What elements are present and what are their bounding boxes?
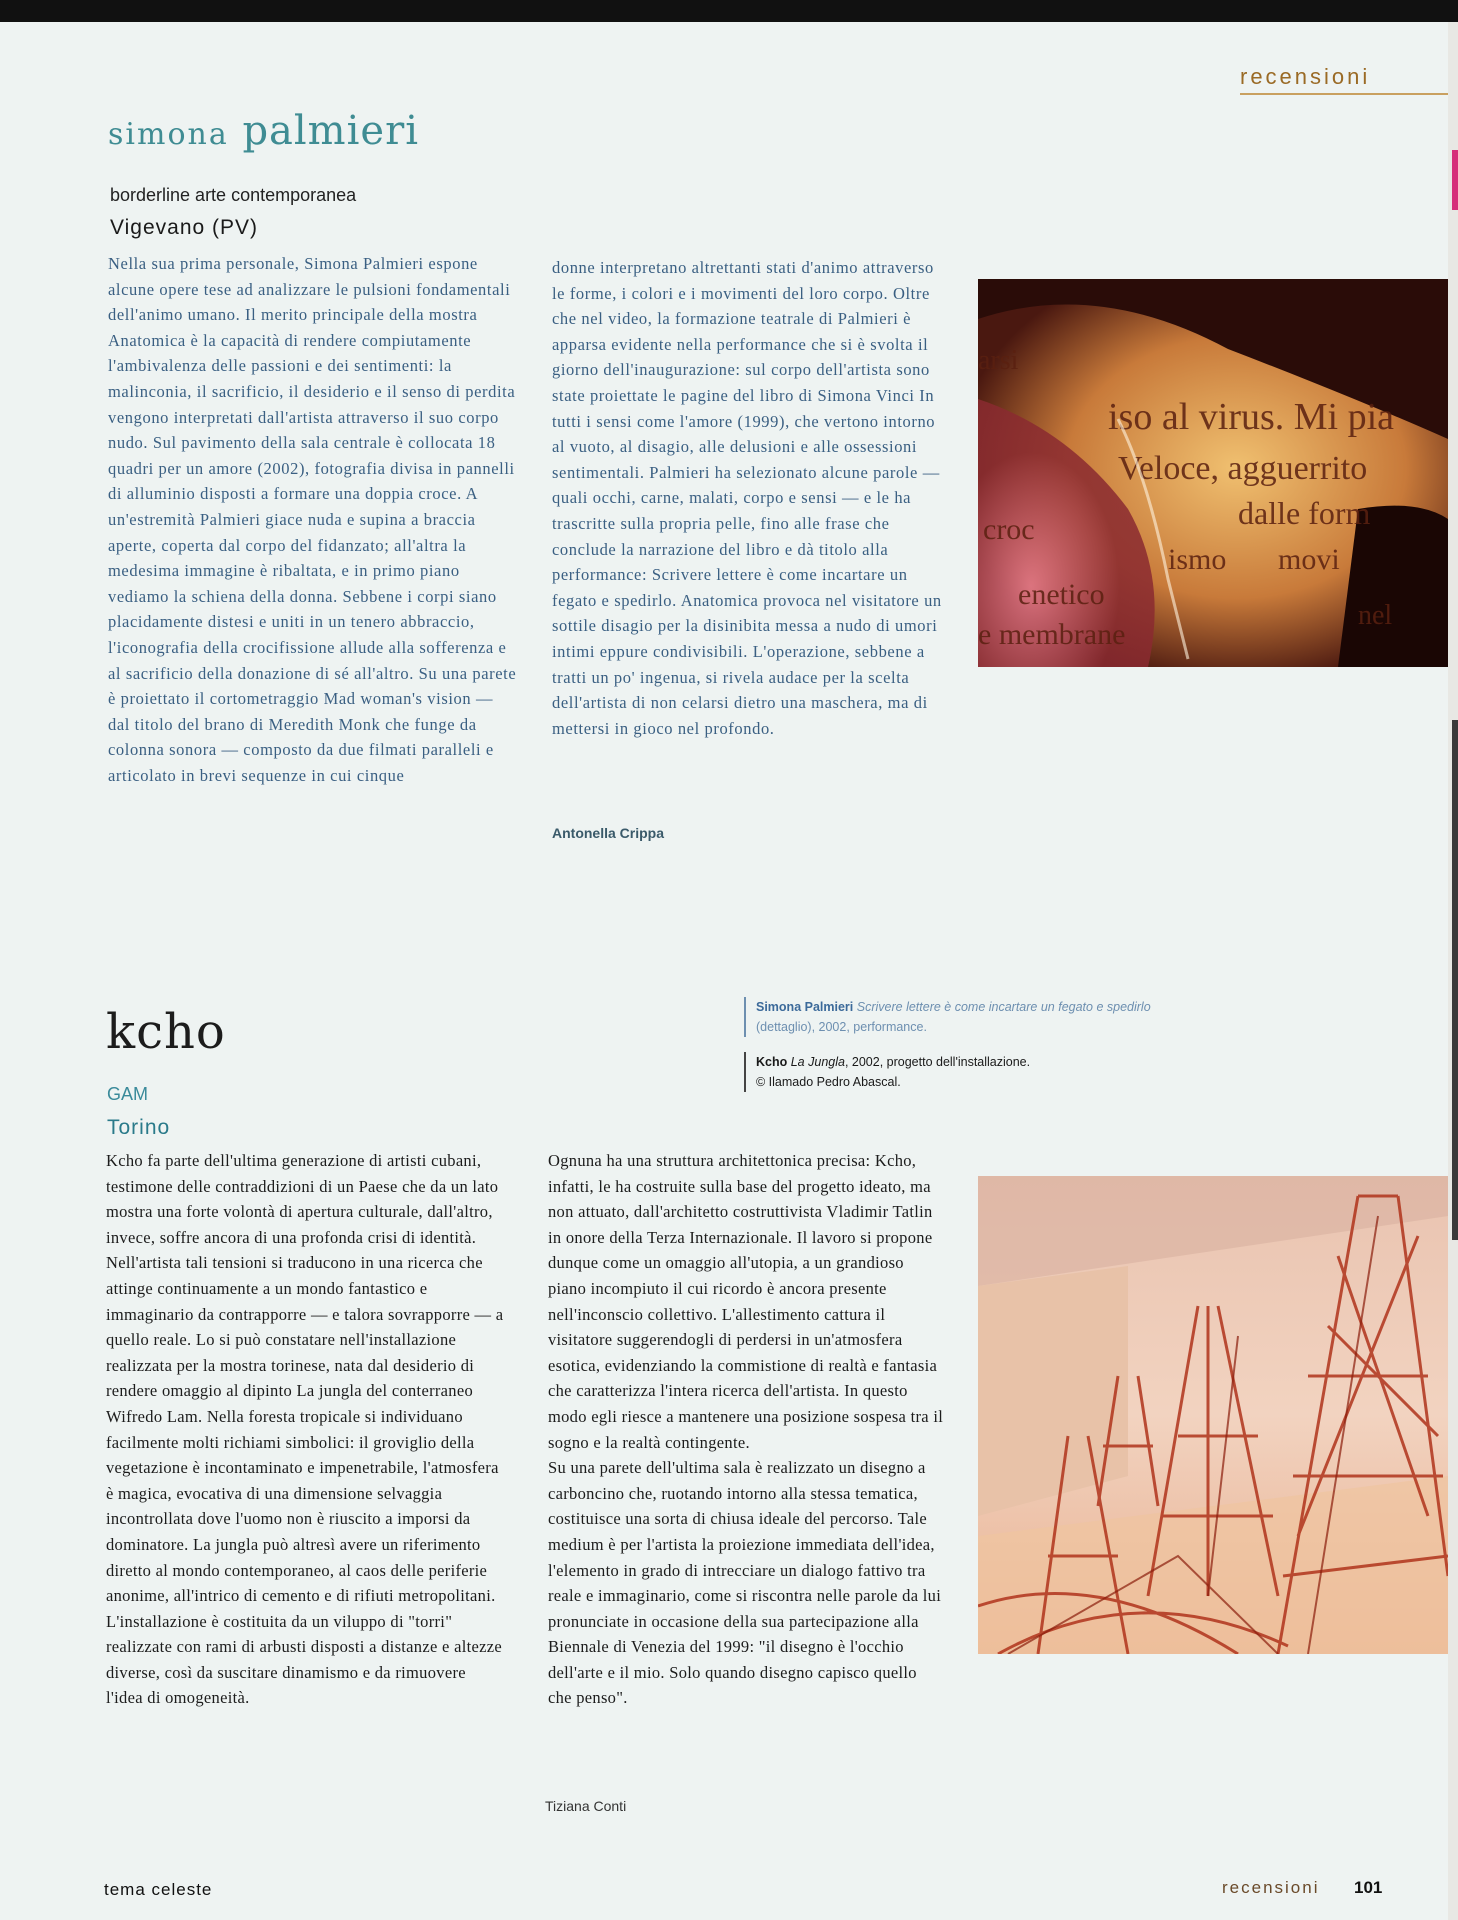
installation-photo-graphic [978, 1176, 1448, 1654]
review1-signature: Antonella Crippa [552, 825, 665, 841]
running-head: recensioni [1240, 64, 1371, 89]
review1-caption-rest: (dettaglio), 2002, performance. [756, 1020, 927, 1034]
footer-section: recensioni [1222, 1878, 1320, 1897]
review2-venue: GAM [107, 1084, 149, 1104]
review2-signature: Tiziana Conti [545, 1798, 627, 1814]
review2-caption-credit: © Ilamado Pedro Abascal. [756, 1075, 901, 1089]
magazine-page [0, 22, 1448, 1920]
svg-text:arsi: arsi [978, 345, 1019, 376]
review2-city: Torino [107, 1116, 171, 1139]
review2-caption-title: La Jungla [790, 1055, 845, 1069]
review2-caption [744, 1052, 1156, 1092]
running-head-rule [1240, 93, 1448, 95]
svg-text:dalle form: dalle form [1238, 495, 1371, 531]
page-edge-tab [1452, 150, 1458, 210]
review2-column-1: Kcho fa parte dell'ultima generazione di artisti cubani, testimone delle contraddizioni di un Paese che da un lato mostra una forte volontà di apertura culturale, dall'altro, invece, soffre ancora di una profonda crisi di identità. Nell'artista tali tensioni si traducono in una ricerca che attinge continuamente a un mondo fantastico e immaginario da contrapporre — e talora sovrapporre — a quello reale. Lo si può constatare nell'installazione realizzata per la mostra torinese, nata dal desiderio di rendere omaggio al dipinto La jungla del conterraneo Wifredo Lam. Nella foresta tropicale si individuano facilmente molti richiami simbolici: il groviglio della vegetazione è incontaminato e impenetrabile, l'atmosfera è magica, evocativa di una dimensione selvaggia incontrollata dove l'uomo non è riuscito a imporsi da dominatore. La jungla può altresì avere un riferimento diretto al mondo contemporaneo, al caos delle periferie anonime, all'intrico di cemento e di rifiuti metropolitani. L'installazione è costituita da un viluppo di "torri" realizzate con rami di arbusti disposti a distanze e altezze diverse, così da suscitare dinamismo e da rimuovere l'idea di omogeneità. [106, 1151, 504, 1708]
page-number: 101 [1354, 1878, 1383, 1897]
svg-text:Veloce, agguerrito: Veloce, agguerrito [1118, 450, 1368, 487]
review1-venue: borderline arte contemporanea [110, 185, 357, 205]
review1-column-1: Nella sua prima personale, Simona Palmieri espone alcune opere tese ad analizzare le pulsioni fondamentali dell'animo umano. Il merito principale della mostra Anatomica è la capacità di rendere compiutamente l'ambivalenza delle passioni e dei sentimenti: la malinconia, il sacrificio, il desiderio e il senso di perdita vengono interpretati dall'artista attraverso il suo corpo nudo. Sul pavimento della sala centrale è collocata 18 quadri per un amore (2002), fotografia divisa in pannelli di alluminio disposti a formare una doppia croce. A un'estremità Palmieri giace nuda e supina a braccia aperte, coperta dal corpo del fidanzato; all'altra la medesima immagine è ribaltata, e in primo piano vediamo la schiena della donna. Sebbene i corpi siano placidamente distesi e uniti in un tenero abbraccio, l'iconografia della crocifissione allude alla sofferenza e al sacrificio della donazione di sé all'altro. Su una parete è proiettato il cortometraggio Mad woman's vision — dal titolo del brano di Meredith Monk che funge da colonna sonora — composto da due filmati paralleli e articolato in brevi sequenze in cui cinque [108, 254, 517, 785]
review2-photo [978, 1176, 1448, 1654]
review1-caption-title: Scrivere lettere è come incartare un fegato e spedirlo [856, 1000, 1151, 1014]
review1-artist-first: simona [108, 117, 229, 152]
page-edge-shadow [1452, 720, 1458, 1240]
svg-text:nel: nel [1358, 600, 1393, 631]
footer-magazine-name: tema celeste [104, 1880, 213, 1899]
review2-column-2 [548, 1148, 944, 1711]
review1-city: Vigevano (PV) [110, 216, 259, 239]
svg-text:enetico: enetico [1018, 578, 1105, 611]
review1-artist-last: palmieri [242, 108, 419, 154]
review2-caption-rest: , 2002, progetto dell'installazione. [844, 1055, 1031, 1069]
review1-caption-name: Simona Palmieri [756, 1000, 854, 1014]
review2-caption-name: Kcho [756, 1055, 788, 1069]
review1-photo [978, 279, 1448, 667]
svg-text:croc: croc [983, 513, 1035, 546]
svg-text:movi: movi [1278, 543, 1340, 576]
performance-photo-graphic [978, 279, 1448, 667]
review1-column-2: donne interpretano altrettanti stati d'animo attraverso le forme, i colori e i movimenti del loro corpo. Oltre che nel video, la formazione teatrale di Palmieri è apparsa evidente nella performance che si è svolta il giorno dell'inaugurazione: sul corpo dell'artista sono state proiettate le pagine del libro di Simona Vinci In tutti i sensi come l'amore (1999), che vertono intorno al vuoto, al disagio, alle delusioni e alle ossessioni sentimentali. Palmieri ha selezionato alcune parole — quali occhi, carne, malati, corpo e sensi — e le ha trascritte sulla propria pelle, fino alle frase che conclude la narrazione del libro e dà titolo alla performance: Scrivere lettere è come incartare un fegato e spedirlo. Anatomica provoca nel visitatore un sottile disagio per la disinibita messa a nudo di umori intimi eppure condivisibili. L'operazione, sebbene a tratti un po' ingenua, si rivela audace per la scelta dell'artista di non celarsi dietro una maschera, ma di mettersi in gioco nel profondo. [552, 258, 942, 738]
review1-caption [744, 997, 1156, 1037]
review2-column-2-part-2: Su una parete dell'ultima sala è realizzato un disegno a carboncino che, ruotando intorno alla stessa tematica, costituisce una sorta di chiusa ideale del percorso. Tale medium è per l'artista la proiezione immediata dell'idea, l'elemento in grado di intrecciare un dialogo fattivo tra reale e immaginario, come si riscontra nelle parole da lui pronunciate in occasione della sua partecipazione alla Biennale di Venezia del 1999: "il disegno è l'occhio dell'arte e il mio. Solo quando disegno capisco quello che penso". [548, 1458, 942, 1708]
svg-text:iso al virus. Mi pia: iso al virus. Mi pia [1108, 396, 1395, 438]
review2-artist-name: kcho [106, 1004, 226, 1060]
svg-text:e membrane: e membrane [978, 618, 1126, 651]
review2-column-2-part-1: Ognuna ha una struttura architettonica precisa: Kcho, infatti, le ha costruite sulla base del progetto ideato, ma non attuato, dall'architetto costruttivista Vladimir Tatlin in onore della Terza Internazionale. Il lavoro si propone dunque come un omaggio all'utopia, a un grandioso piano incompiuto il cui ricordo è ancora presente nell'inconscio collettivo. L'allestimento cattura il visitatore suggerendogli di perdersi in un'atmosfera esotica, evidenziando la commistione di realtà e fantasia che caratterizza l'intera ricerca dell'artista. In questo modo egli riesce a mantenere una posizione sospesa tra il sogno e la realtà contingente. [548, 1151, 944, 1452]
review1-artist-name [108, 108, 419, 154]
svg-text:ismo: ismo [1168, 543, 1227, 576]
